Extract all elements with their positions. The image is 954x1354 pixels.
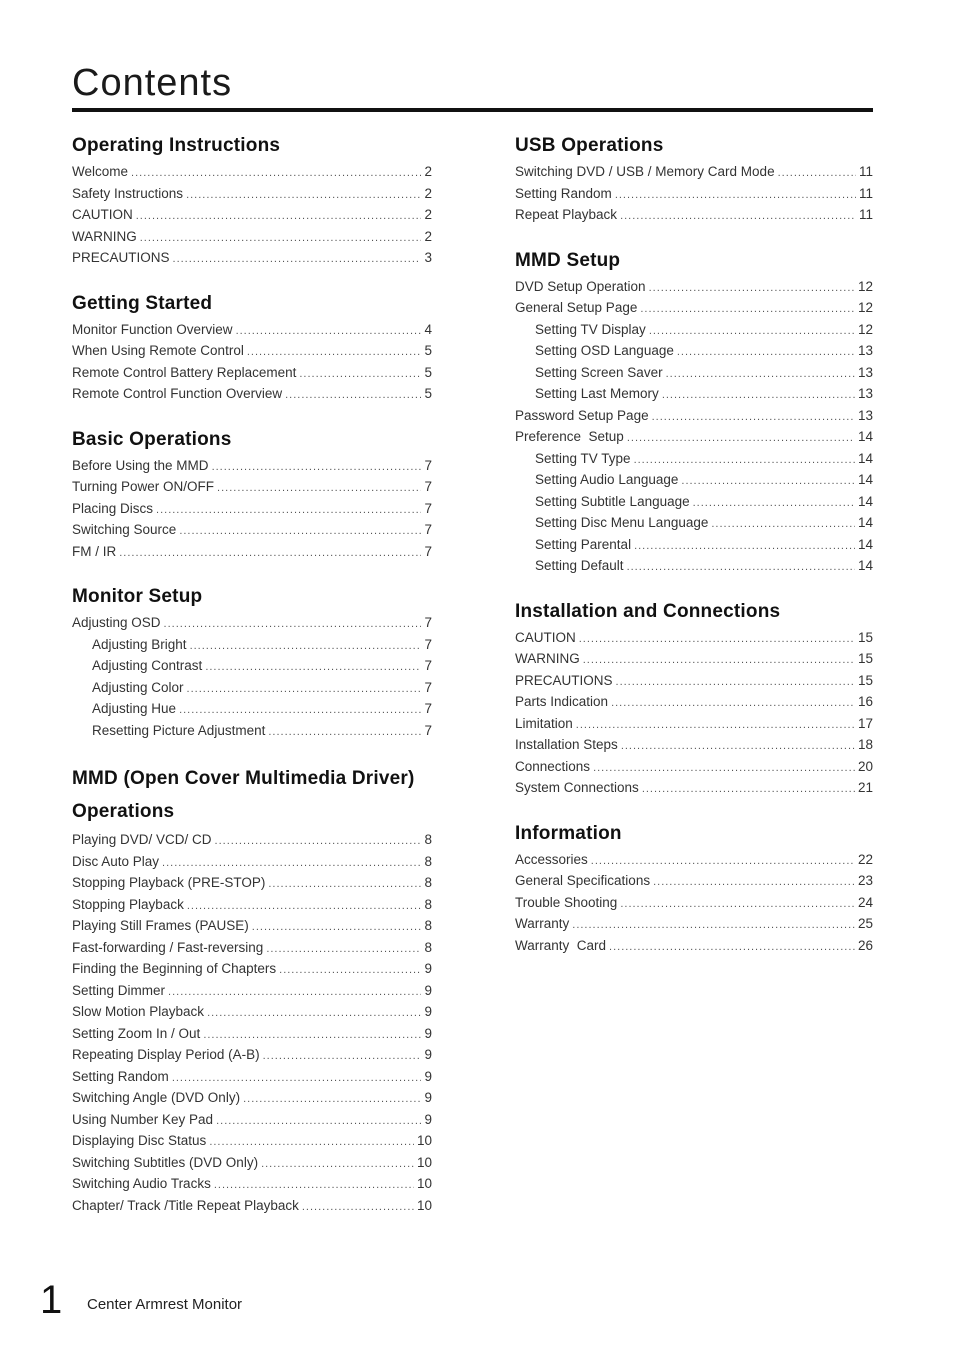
toc-entry-switching-angle-dvd-only[interactable]	[72, 1088, 432, 1110]
toc-entry-label: Switching Subtitles (DVD Only)	[72, 1154, 259, 1170]
toc-entry-label: WARNING	[515, 651, 580, 666]
toc-entry-password-setup-page[interactable]	[515, 406, 873, 428]
toc-entry-dvd-setup-operation[interactable]	[515, 277, 873, 299]
toc-entry-page: 7	[424, 636, 432, 652]
toc-entry-turning-power-on-off[interactable]	[72, 477, 432, 499]
toc-entry-label: Remote Control Battery Replacement	[72, 364, 297, 380]
toc-entry-setting-random[interactable]	[72, 1067, 432, 1089]
dot-leader	[164, 614, 422, 635]
toc-entry-page: 13	[857, 407, 873, 423]
toc-entry-label: Before Using the MMD	[72, 457, 209, 473]
toc-entry-page: 12	[857, 278, 873, 294]
toc-entry-page: 5	[424, 386, 432, 401]
toc-entry-page: 25	[857, 916, 873, 931]
toc-entry-page: 9	[424, 1090, 432, 1105]
dot-leader	[187, 896, 422, 917]
toc-entry-adjusting-bright[interactable]	[72, 635, 432, 657]
section-title: USB Operations	[515, 135, 664, 156]
toc-entry-system-connections[interactable]	[515, 778, 873, 800]
toc-entry-adjusting-osd[interactable]	[72, 613, 432, 635]
toc-entry-setting-audio-language[interactable]	[515, 470, 873, 492]
dot-leader	[236, 321, 422, 342]
toc-entry-label: CAUTION	[515, 629, 576, 645]
toc-entry-label: Setting Random	[515, 185, 612, 201]
toc-entry-page: 11	[858, 207, 873, 222]
dot-leader	[620, 206, 856, 227]
toc-entry-label: WARNING	[72, 228, 137, 244]
toc-entry-label: Switching Angle (DVD Only)	[72, 1090, 241, 1105]
toc-entry-page: 4	[424, 321, 432, 337]
toc-entry-label: Setting Dimmer	[72, 982, 166, 998]
toc-entry-adjusting-hue[interactable]	[72, 699, 432, 721]
toc-entry-label: Trouble Shooting	[515, 894, 618, 910]
dot-leader	[217, 478, 421, 499]
toc-entry-label: Switching Audio Tracks	[72, 1176, 211, 1191]
toc-section-basic-operations	[72, 426, 432, 564]
toc-entry-label: System Connections	[515, 780, 639, 795]
toc-section-operating-instructions	[72, 132, 432, 270]
toc-entry-label: Stopping Playback	[72, 896, 184, 912]
toc-entry-label: Setting OSD Language	[535, 343, 674, 358]
dot-leader	[263, 1046, 422, 1067]
toc-entry-label: Finding the Beginning of Chapters	[72, 961, 277, 976]
toc-entry-placing-discs[interactable]	[72, 499, 432, 521]
dot-leader	[615, 185, 856, 206]
section-title: Basic Operations	[72, 428, 232, 450]
toc-entry-using-number-key-pad[interactable]	[72, 1110, 432, 1132]
toc-entry-page: 2	[424, 228, 432, 244]
toc-entry-page: 21	[857, 780, 873, 795]
toc-right-column	[515, 132, 873, 977]
toc-entry-page: 7	[424, 457, 432, 473]
toc-entry-page: 7	[424, 679, 432, 695]
toc-entry-resetting-picture-adjustment[interactable]	[72, 721, 432, 743]
toc-entry-page: 10	[416, 1133, 432, 1148]
toc-entry-page: 12	[857, 321, 873, 337]
dot-leader	[261, 1154, 414, 1175]
toc-entry-label: When Using Remote Control	[72, 343, 244, 358]
toc-entry-page: 8	[424, 939, 432, 955]
toc-entry-page: 9	[424, 1025, 432, 1041]
toc-section-getting-started	[72, 290, 432, 406]
dot-leader	[634, 536, 855, 557]
dot-leader	[640, 299, 855, 320]
dot-leader	[140, 228, 422, 249]
dot-leader	[593, 758, 855, 779]
dot-leader	[778, 163, 856, 184]
dot-leader	[681, 471, 855, 492]
toc-entry-stopping-playback-pre-stop[interactable]	[72, 873, 432, 895]
toc-entry-label: Repeat Playback	[515, 207, 618, 222]
toc-entry-label: Playing Still Frames (PAUSE)	[72, 918, 249, 933]
dot-leader	[649, 278, 855, 299]
toc-entry-setting-random[interactable]	[515, 184, 873, 206]
toc-entry-label: Limitation	[515, 715, 573, 731]
dot-leader	[662, 385, 855, 406]
toc-entry-label: Setting TV Display	[535, 321, 646, 337]
toc-entry-setting-zoom-in-out[interactable]	[72, 1024, 432, 1046]
dot-leader	[627, 557, 855, 578]
toc-entry-connections[interactable]	[515, 757, 873, 779]
toc-entry-label: PRECAUTIONS	[515, 672, 613, 688]
section-title: Operating Instructions	[72, 135, 281, 156]
toc-entry-label: Fast-forwarding / Fast-reversing	[72, 939, 264, 955]
dot-leader	[212, 457, 422, 478]
toc-entry-chapter-track-title-repeat-playback[interactable]	[72, 1196, 432, 1218]
dot-leader	[214, 1175, 414, 1196]
dot-leader	[203, 1025, 421, 1046]
dot-leader	[179, 700, 421, 721]
dot-leader	[652, 407, 855, 428]
dot-leader	[642, 779, 855, 800]
toc-entry-label: Switching Source	[72, 522, 177, 537]
toc-entry-label: Adjusting OSD	[72, 615, 161, 630]
toc-entry-page: 14	[857, 472, 873, 487]
dot-leader	[572, 915, 855, 936]
toc-entry-page: 17	[857, 715, 873, 731]
dot-leader	[209, 1132, 414, 1153]
toc-entry-label: Warranty	[515, 916, 570, 931]
toc-entry-welcome[interactable]	[72, 162, 432, 184]
toc-entry-page: 9	[424, 982, 432, 998]
toc-entry-page: 7	[424, 500, 432, 516]
dot-leader	[268, 722, 421, 743]
toc-entry-switching-subtitles-dvd-only[interactable]	[72, 1153, 432, 1175]
dot-leader	[653, 872, 855, 893]
dot-leader	[243, 1089, 421, 1110]
toc-entry-slow-motion-playback[interactable]	[72, 1002, 432, 1024]
toc-entry-warranty[interactable]	[515, 914, 873, 936]
toc-entry-disc-auto-play[interactable]	[72, 852, 432, 874]
toc-entry-label: Setting Subtitle Language	[535, 493, 690, 509]
toc-entry-setting-parental[interactable]	[515, 535, 873, 557]
toc-entry-finding-the-beginning-of-chapters[interactable]	[72, 959, 432, 981]
dot-leader	[620, 894, 855, 915]
dot-leader	[616, 672, 855, 693]
toc-entry-label: Accessories	[515, 851, 588, 867]
toc-entry-setting-osd-language[interactable]	[515, 341, 873, 363]
dot-leader	[131, 163, 421, 184]
toc-left-column	[72, 132, 432, 1237]
toc-entry-page: 26	[857, 937, 873, 953]
toc-entry-label: Setting Screen Saver	[535, 364, 663, 380]
toc-entry-label: DVD Setup Operation	[515, 278, 646, 294]
toc-entry-label: General Setup Page	[515, 300, 638, 315]
toc-entry-page: 8	[424, 853, 432, 869]
toc-entry-label: Placing Discs	[72, 500, 154, 516]
toc-entry-page: 8	[424, 875, 432, 890]
section-title: Installation and Connections	[515, 600, 781, 622]
toc-section-usb-operations	[515, 132, 873, 227]
toc-entry-stopping-playback[interactable]	[72, 895, 432, 917]
toc-entry-page: 14	[857, 450, 873, 466]
toc-entry-page: 14	[857, 536, 873, 552]
toc-entry-precautions[interactable]	[72, 248, 432, 270]
dot-leader	[205, 657, 421, 678]
toc-entry-page: 13	[857, 364, 873, 380]
toc-entry-page: 8	[424, 832, 432, 847]
toc-entry-page: 9	[424, 961, 432, 976]
page-title: Contents	[72, 62, 233, 104]
toc-entry-label: Connections	[515, 758, 591, 774]
toc-entry-label: Warranty Card	[515, 937, 607, 953]
toc-entry-label: Resetting Picture Adjustment	[92, 722, 266, 738]
dot-leader	[266, 939, 421, 960]
toc-entry-page: 9	[424, 1047, 432, 1062]
dot-leader	[173, 249, 422, 270]
toc-section-mmd-open-cover-multimedia-driver-operations	[72, 762, 432, 1217]
toc-entry-switching-audio-tracks[interactable]	[72, 1174, 432, 1196]
toc-entry-caution[interactable]	[515, 628, 873, 650]
toc-entry-label: Adjusting Bright	[92, 636, 187, 652]
dot-leader	[252, 917, 422, 938]
toc-entry-displaying-disc-status[interactable]	[72, 1131, 432, 1153]
toc-entry-page: 5	[424, 343, 432, 358]
toc-entry-page: 2	[424, 164, 432, 179]
toc-entry-label: Preference Setup	[515, 429, 624, 444]
dot-leader	[693, 493, 855, 514]
dot-leader	[621, 736, 855, 757]
toc-entry-label: CAUTION	[72, 207, 133, 222]
toc-entry-label: Safety Instructions	[72, 185, 184, 201]
toc-entry-monitor-function-overview[interactable]	[72, 320, 432, 342]
section-title: MMD (Open Cover Multimedia Driver) Operations	[72, 768, 415, 822]
toc-entry-page: 9	[424, 1004, 432, 1019]
toc-entry-page: 12	[857, 300, 873, 315]
toc-entry-warranty-card[interactable]	[515, 936, 873, 958]
dot-leader	[162, 853, 421, 874]
dot-leader	[583, 650, 855, 671]
toc-section-installation-and-connections	[515, 598, 873, 800]
dot-leader	[216, 1111, 421, 1132]
dot-leader	[207, 1003, 421, 1024]
toc-entry-page: 14	[857, 515, 873, 530]
toc-entry-label: Displaying Disc Status	[72, 1133, 207, 1148]
toc-entry-label: Setting TV Type	[535, 450, 631, 466]
toc-entry-fast-forwarding-fast-reversing[interactable]	[72, 938, 432, 960]
toc-entry-playing-still-frames-pause[interactable]	[72, 916, 432, 938]
toc-entry-page: 7	[424, 658, 432, 673]
toc-entry-setting-screen-saver[interactable]	[515, 363, 873, 385]
toc-entry-setting-default[interactable]	[515, 556, 873, 578]
section-title: Getting Started	[72, 292, 213, 314]
dot-leader	[168, 982, 421, 1003]
toc-section-mmd-setup	[515, 247, 873, 578]
toc-entry-page: 10	[416, 1154, 432, 1170]
toc-entry-page: 24	[857, 894, 873, 910]
toc-entry-setting-subtitle-language[interactable]	[515, 492, 873, 514]
toc-entry-accessories[interactable]	[515, 850, 873, 872]
toc-entry-label: Using Number Key Pad	[72, 1111, 214, 1127]
dot-leader	[627, 428, 855, 449]
toc-entry-page: 16	[857, 694, 873, 709]
toc-entry-caution[interactable]	[72, 205, 432, 227]
toc-entry-label: Setting Random	[72, 1068, 169, 1084]
toc-entry-switching-source[interactable]	[72, 520, 432, 542]
toc-entry-remote-control-function-overview[interactable]	[72, 384, 432, 406]
dot-leader	[187, 679, 422, 700]
toc-entry-label: Switching DVD / USB / Memory Card Mode	[515, 164, 775, 179]
toc-entry-label: Turning Power ON/OFF	[72, 479, 215, 494]
toc-entry-fm-ir[interactable]	[72, 542, 432, 564]
dot-leader	[579, 629, 855, 650]
toc-entry-label: PRECAUTIONS	[72, 250, 170, 265]
title-rule	[72, 108, 873, 112]
section-title: Information	[515, 822, 622, 844]
toc-entry-page: 23	[857, 873, 873, 888]
toc-entry-label: General Specifications	[515, 873, 651, 888]
toc-entry-page: 11	[858, 185, 873, 201]
dot-leader	[576, 715, 855, 736]
toc-entry-safety-instructions[interactable]	[72, 184, 432, 206]
toc-entry-parts-indication[interactable]	[515, 692, 873, 714]
toc-entry-label: Remote Control Function Overview	[72, 386, 283, 401]
toc-entry-page: 14	[857, 558, 873, 573]
toc-entry-label: Disc Auto Play	[72, 853, 160, 869]
toc-entry-page: 13	[857, 386, 873, 401]
footer-text: Center Armrest Monitor	[87, 1296, 243, 1313]
toc-entry-label: Adjusting Contrast	[92, 658, 203, 673]
toc-entry-setting-dimmer[interactable]	[72, 981, 432, 1003]
toc-entry-warning[interactable]	[515, 649, 873, 671]
toc-entry-page: 15	[857, 629, 873, 645]
toc-entry-page: 14	[857, 493, 873, 509]
toc-entry-page: 22	[857, 851, 873, 867]
toc-entry-label: FM / IR	[72, 543, 117, 559]
dot-leader	[156, 500, 421, 521]
dot-leader	[649, 321, 855, 342]
toc-entry-page: 7	[424, 479, 432, 494]
toc-entry-page: 15	[857, 672, 873, 688]
dot-leader	[591, 851, 855, 872]
toc-entry-label: Setting Parental	[535, 536, 632, 552]
toc-entry-general-setup-page[interactable]	[515, 298, 873, 320]
dot-leader	[302, 1197, 414, 1218]
toc-entry-page: 10	[416, 1197, 432, 1213]
dot-leader	[299, 364, 421, 385]
toc-entry-label: Installation Steps	[515, 737, 618, 752]
toc-entry-page: 8	[424, 918, 432, 933]
toc-entry-switching-dvd-usb-memory-card-mode[interactable]	[515, 162, 873, 184]
toc-entry-label: Parts Indication	[515, 694, 609, 709]
dot-leader	[634, 450, 855, 471]
toc-entry-repeating-display-period-a-b[interactable]	[72, 1045, 432, 1067]
toc-entry-adjusting-contrast[interactable]	[72, 656, 432, 678]
toc-entry-label: Playing DVD/ VCD/ CD	[72, 832, 212, 847]
toc-entry-trouble-shooting[interactable]	[515, 893, 873, 915]
toc-entry-page: 5	[424, 364, 432, 380]
dot-leader	[666, 364, 855, 385]
toc-entry-preference-setup[interactable]	[515, 427, 873, 449]
dot-leader	[119, 543, 421, 564]
toc-entry-page: 9	[424, 1068, 432, 1084]
toc-entry-general-specifications[interactable]	[515, 871, 873, 893]
toc-entry-label: Setting Default	[535, 558, 624, 573]
toc-entry-label: Chapter/ Track /Title Repeat Playback	[72, 1197, 299, 1213]
dot-leader	[215, 831, 422, 852]
toc-entry-page: 7	[424, 522, 432, 537]
toc-entry-label: Monitor Function Overview	[72, 321, 233, 337]
toc-entry-label: Setting Zoom In / Out	[72, 1025, 201, 1041]
toc-entry-when-using-remote-control[interactable]	[72, 341, 432, 363]
dot-leader	[179, 521, 421, 542]
dot-leader	[247, 342, 422, 363]
toc-entry-label: Setting Disc Menu Language	[535, 515, 709, 530]
toc-entry-label: Setting Audio Language	[535, 472, 679, 487]
toc-entry-label: Adjusting Hue	[92, 701, 177, 716]
dot-leader	[677, 342, 855, 363]
toc-entry-adjusting-color[interactable]	[72, 678, 432, 700]
toc-entry-page: 15	[857, 651, 873, 666]
toc-entry-page: 18	[857, 737, 873, 752]
dot-leader	[285, 385, 421, 406]
dot-leader	[279, 960, 421, 981]
toc-entry-before-using-the-mmd[interactable]	[72, 456, 432, 478]
toc-entry-repeat-playback[interactable]	[515, 205, 873, 227]
toc-entry-label: Repeating Display Period (A-B)	[72, 1047, 260, 1062]
toc-entry-label: Welcome	[72, 164, 129, 179]
toc-entry-label: Adjusting Color	[92, 679, 184, 695]
dot-leader	[711, 514, 855, 535]
toc-entry-label: Password Setup Page	[515, 407, 649, 423]
dot-leader	[609, 937, 855, 958]
toc-entry-setting-tv-display[interactable]	[515, 320, 873, 342]
toc-entry-page: 2	[424, 207, 432, 222]
toc-entry-page: 2	[424, 185, 432, 201]
toc-entry-remote-control-battery-replacement[interactable]	[72, 363, 432, 385]
toc-entry-page: 7	[424, 615, 432, 630]
toc-entry-limitation[interactable]	[515, 714, 873, 736]
toc-entry-label: Stopping Playback (PRE-STOP)	[72, 875, 266, 890]
footer-page-number: 1	[40, 1278, 63, 1322]
toc-entry-page: 10	[416, 1176, 432, 1191]
toc-entry-page: 13	[857, 343, 873, 358]
toc-entry-label: Slow Motion Playback	[72, 1004, 205, 1019]
toc-entry-page: 20	[857, 758, 873, 774]
toc-entry-page: 14	[857, 429, 873, 444]
toc-entry-setting-tv-type[interactable]	[515, 449, 873, 471]
toc-entry-page: 8	[424, 896, 432, 912]
dot-leader	[186, 185, 421, 206]
toc-entry-label: Setting Last Memory	[535, 386, 659, 401]
dot-leader	[268, 874, 421, 895]
section-title: Monitor Setup	[72, 586, 203, 607]
toc-entry-precautions[interactable]	[515, 671, 873, 693]
toc-entry-installation-steps[interactable]	[515, 735, 873, 757]
toc-entry-warning[interactable]	[72, 227, 432, 249]
toc-entry-page: 11	[858, 164, 873, 179]
dot-leader	[190, 636, 422, 657]
dot-leader	[172, 1068, 422, 1089]
toc-entry-page: 7	[424, 722, 432, 738]
toc-section-information	[515, 820, 873, 958]
toc-entry-page: 7	[424, 543, 432, 559]
toc-section-monitor-setup	[72, 583, 432, 742]
section-title: MMD Setup	[515, 249, 621, 271]
dot-leader	[136, 206, 422, 227]
toc-entry-setting-disc-menu-language[interactable]	[515, 513, 873, 535]
toc-entry-page: 7	[424, 701, 432, 716]
toc-entry-playing-dvd-vcd-cd[interactable]	[72, 830, 432, 852]
dot-leader	[611, 693, 855, 714]
toc-entry-page: 9	[424, 1111, 432, 1127]
toc-entry-page: 3	[424, 250, 432, 265]
toc-entry-setting-last-memory[interactable]	[515, 384, 873, 406]
